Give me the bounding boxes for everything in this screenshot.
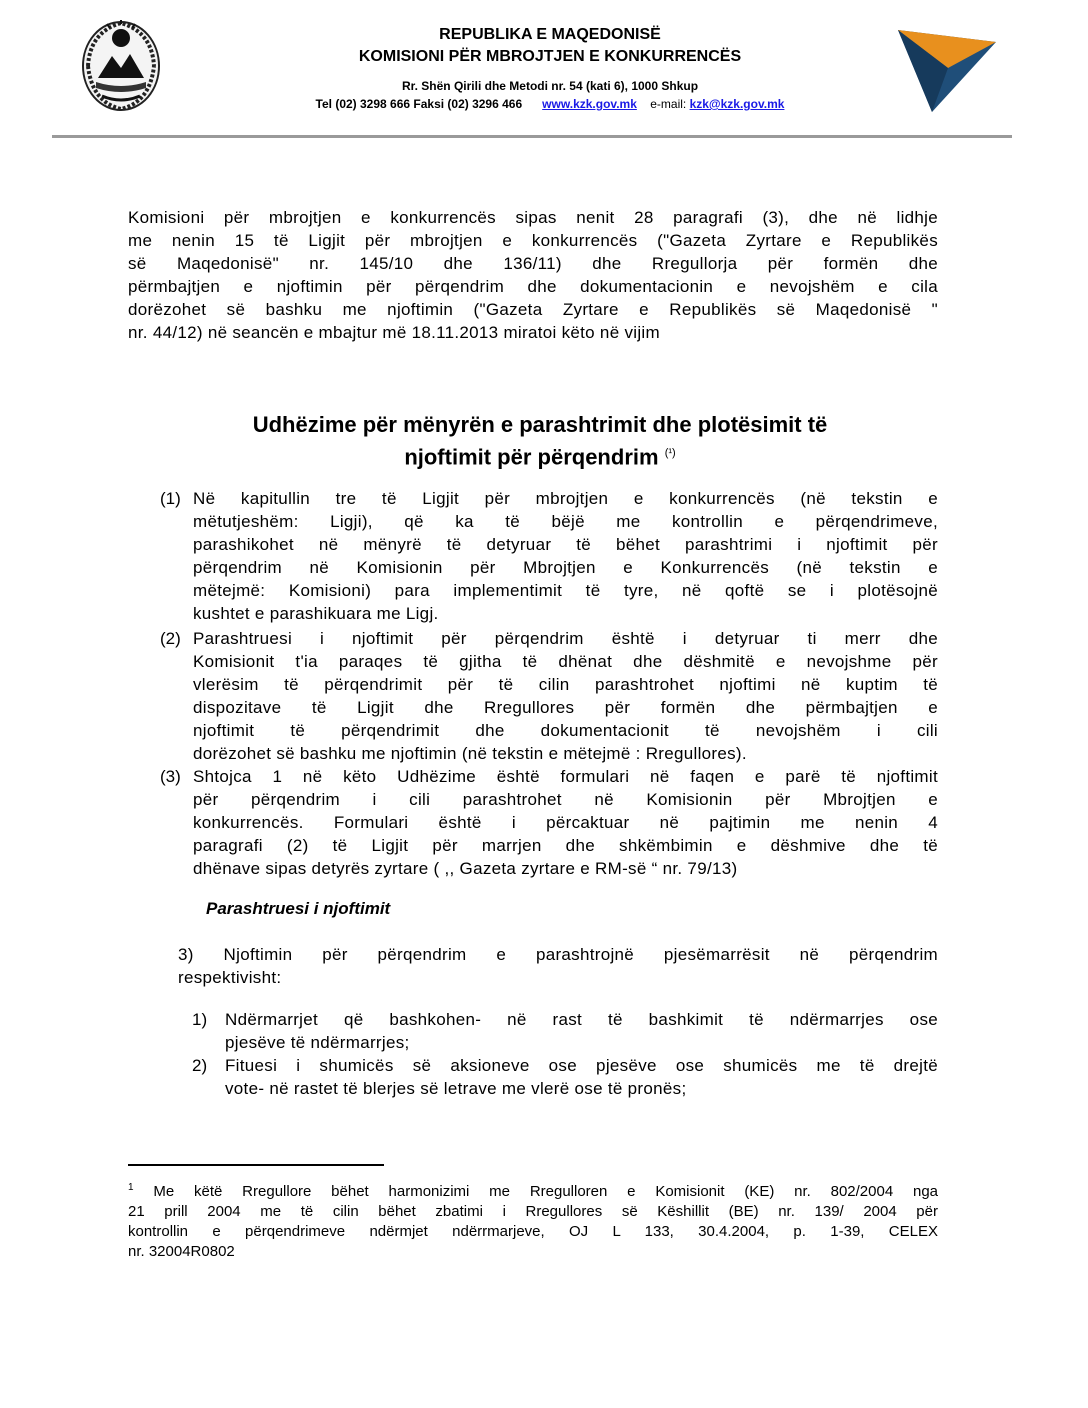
- item-line: dhënave sipas detyrës zyrtare ( ,, Gazeta zyrtare e RM-së “ nr. 79/13): [193, 859, 738, 878]
- item-line: dispozitave të Ligjit dhe Rregullores për formën dhe përmbajtjen e: [193, 698, 938, 717]
- document-title-line2: njoftimit për përqendrim: [404, 444, 659, 470]
- item-line: dorëzohet së bashku me njoftimin (në tekstin e mëtejmë : Rregullores).: [193, 744, 747, 763]
- numbered-item-2: [160, 627, 938, 765]
- item-number: (2): [160, 629, 181, 648]
- item-line: mëtutjeshëm: Ligji), që ka të bëjë me kontrollin e përqendrimeve,: [193, 512, 938, 531]
- sub-item-number: 1): [192, 1010, 208, 1029]
- item-line: parashikohet në mënyrë të detyruar të bëhet parashtrimi i njoftimit për: [193, 535, 938, 554]
- footnote-marker: 1: [128, 1182, 134, 1193]
- header-contact: [200, 97, 900, 111]
- section-line: 3) Njoftimin për përqendrim e parashtrojnë pjesëmarrësit në përqendrim: [178, 945, 938, 964]
- footnote-divider: [128, 1164, 384, 1166]
- item-line: Komisionit t'ia paraqes të gjitha të dhënat dhe dëshmitë e nevojshme për: [193, 652, 938, 671]
- header-commission-name: KOMISIONI PËR MBROJTJEN E KONKURRENCËS: [358, 48, 742, 65]
- item-line: Në kapitullin tre të Ligjit për mbrojtjen e konkurrencës (në tekstin e: [193, 489, 938, 508]
- header-address: Rr. Shën Qirili dhe Metodi nr. 54 (kati 6), 1000 Shkup: [401, 79, 699, 93]
- footnote-line: kontrollin e përqendrimeve ndërmjet ndërrmarjeve, OJ L 133, 30.4.2004, p. 1-39, CELEX: [128, 1223, 938, 1240]
- coat-of-arms-emblem: [80, 18, 162, 112]
- item-line: përqendrim në Komisionin për Mbrojtjen e Konkurrencës (në tekstin e: [193, 558, 938, 577]
- sub-item-1: [192, 1008, 938, 1054]
- intro-paragraph: [128, 206, 938, 344]
- intro-line: dorëzohet së bashku me njoftimin ("Gazeta Zyrtare e Republikës së Maqedonisë ": [128, 300, 938, 319]
- item-line: për përqendrim i cili parashtrohet në Komisionin për Mbrojtjen e: [193, 790, 938, 809]
- section-line: respektivisht:: [178, 968, 282, 987]
- header-country: REPUBLIKA E MAQEDONISË: [439, 26, 661, 43]
- intro-line: së Maqedonisë" nr. 145/10 dhe 136/11) dhe Rregullorja për formën dhe: [128, 254, 938, 273]
- document-title-line1: Udhëzime për mënyrën e parashtrimit dhe plotësimit të: [252, 412, 828, 437]
- footnote-line: 21 prill 2004 me të cilin bëhet zbatimi i Rregullores së Këshillit (BE) nr. 139/ 2004 për: [128, 1203, 938, 1220]
- sub-item-line: pjesëve të ndërmarrjes;: [225, 1033, 410, 1052]
- item-line: mëtejmë: Komisioni) para implementimit të tyre, në qoftë se i plotësojnë: [193, 581, 938, 600]
- header-divider: [52, 135, 1012, 138]
- numbered-item-1: [160, 487, 938, 625]
- section-subheading: Parashtruesi i njoftimit: [206, 899, 391, 918]
- sub-item-line: vote- në rastet të blerjes së letrave me vlerë ose të pronës;: [225, 1079, 687, 1098]
- sub-item-line: Fituesi i shumicës së aksioneve ose pjesëve ose shumicës me të drejtë: [225, 1056, 938, 1075]
- footnote: [128, 1178, 938, 1262]
- item-number: (3): [160, 767, 181, 786]
- intro-line: Komisioni për mbrojtjen e konkurrencës sipas nenit 28 paragrafi (3), dhe në lidhje: [128, 208, 938, 227]
- email-link[interactable]: kzk@kzk.gov.mk: [689, 97, 785, 111]
- website-link[interactable]: www.kzk.gov.mk: [542, 97, 637, 111]
- numbered-item-3: [160, 765, 938, 880]
- item-line: Shtojca 1 në këto Udhëzime është formulari në faqen e parë të njoftimit: [193, 767, 938, 786]
- item-line: njoftimit të përqendrimit dhe dokumentacionit të nevojshëm i cili: [193, 721, 938, 740]
- document-title: [140, 410, 940, 471]
- section-3-paragraph: [178, 943, 938, 989]
- header-phone-fax: Tel (02) 3298 666 Faksi (02) 3296 466: [315, 97, 523, 111]
- item-line: Parashtruesi i njoftimit për përqendrim është i detyruar ti merr dhe: [193, 629, 938, 648]
- sub-item-2: [192, 1054, 938, 1100]
- footnote-line: nr. 32004R0802: [128, 1243, 235, 1260]
- item-line: paragrafi (2) të Ligjit për marrjen dhe shkëmbimin e dëshmive dhe të: [193, 836, 938, 855]
- item-line: kushtet e parashikuara me Ligj.: [193, 604, 439, 623]
- sub-item-number: 2): [192, 1056, 208, 1075]
- intro-line: nr. 44/12) në seancën e mbajtur më 18.11.2013 miratoi këto në vijim: [128, 323, 660, 342]
- intro-line: me nenin 15 të Ligjit për mbrojtjen e konkurrencës ("Gazeta Zyrtare e Republikës: [128, 231, 938, 250]
- intro-line: përmbajtjen e njoftimin për përqendrim dhe dokumentacionin e nevojshëm e cila: [128, 277, 938, 296]
- item-line: vlerësim të përqendrimit për të cilin parashtrohet njoftimi në kuptim të: [193, 675, 938, 694]
- sub-item-line: Ndërmarrjet që bashkohen- në rast të bashkimit të ndërmarrjes ose: [225, 1010, 938, 1029]
- commission-logo: [896, 28, 996, 112]
- item-line: konkurrencës. Formulari është i përcaktuar në pajtimin me nenin 4: [193, 813, 938, 832]
- footnote-line: Me këtë Rregullore bëhet harmonizimi me Rregulloren e Komisionit (KE) nr. 802/2004 nga: [153, 1183, 939, 1200]
- item-number: (1): [160, 489, 181, 508]
- email-label: e-mail:: [650, 97, 690, 111]
- footnote-reference: (¹): [664, 447, 676, 459]
